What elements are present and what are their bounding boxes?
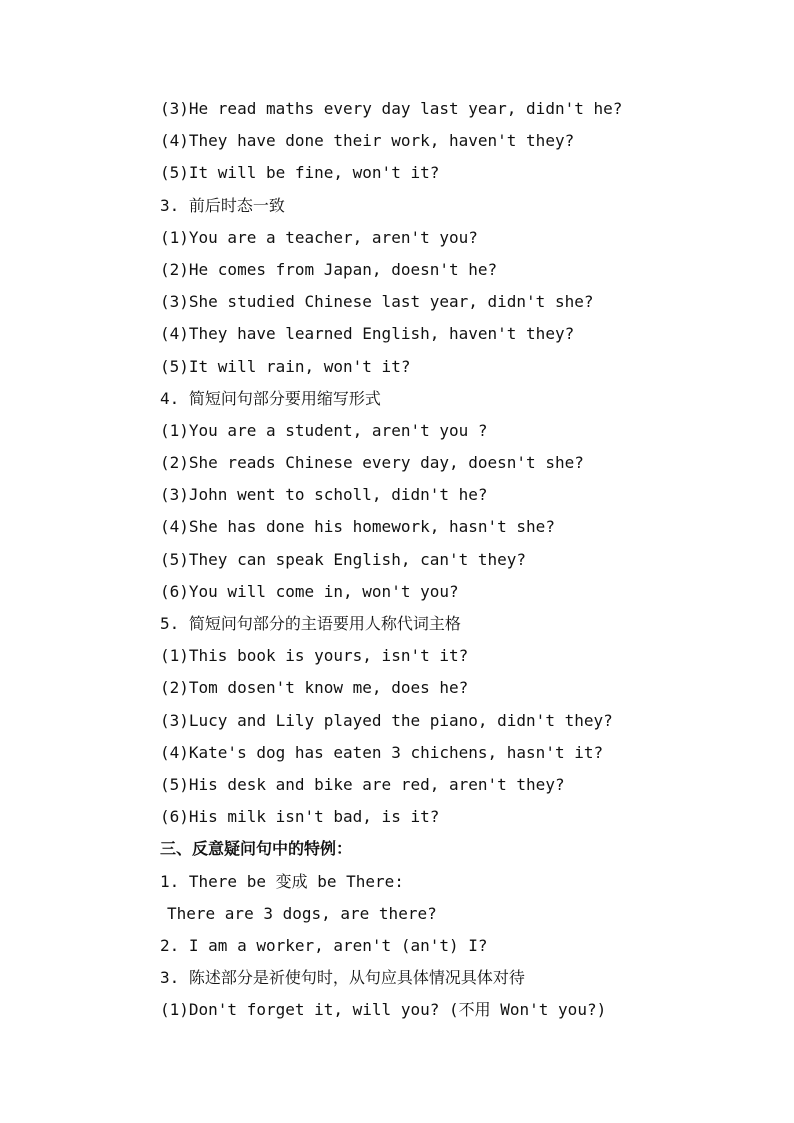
text-line: (3)Lucy and Lily played the piano, didn't they? [160,710,613,730]
text-line: (3)She studied Chinese last year, didn't she? [160,292,594,312]
text-line: (2)She reads Chinese every day, doesn't she? [160,453,584,473]
text-line: (5)It will rain, won't it? [160,356,411,376]
text-line: (6)You will come in, won't you? [160,581,459,601]
text-line: (1)This book is yours, isn't it? [160,646,469,666]
text-line: (2)He comes from Japan, doesn't he? [160,259,498,279]
text-line: (4)She has done his homework, hasn't she? [160,517,555,537]
text-line: (4)They have learned English, haven't they? [160,324,575,344]
text-line: (5)They can speak English, can't they? [160,549,527,569]
text-line: (2)Tom dosen't know me, does he? [160,678,469,698]
section-heading: 4. 简短问句部分要用缩写形式 [160,388,381,408]
text-line: (1)Don't forget it, will you? (不用 Won't you?) [160,1000,607,1020]
section-heading: 5. 简短问句部分的主语要用人称代词主格 [160,614,461,633]
text-line: (5)His desk and bike are red, aren't they? [160,774,565,794]
example-line: There are 3 dogs, are there? [167,903,437,923]
text-line: (4)They have done their work, haven't they? [160,131,575,151]
text-line: (6)His milk isn't bad, is it? [160,807,440,827]
section-heading: 3. 陈述部分是祈使句时，从句应具体情况具体对待 [160,968,525,988]
text-line: (4)Kate's dog has eaten 3 chichens, hasn't it? [160,742,604,762]
text-line: (1)You are a student, aren't you ? [160,420,488,440]
section-heading: 3. 前后时态一致 [160,195,285,215]
chapter-heading: 三、反意疑问句中的特例： [160,839,353,859]
text-line: (3)He read maths every day last year, didn't he? [160,99,623,118]
text-line: (5)It will be fine, won't it? [160,163,440,183]
text-line: (1)You are a teacher, aren't you? [160,227,478,247]
text-line: 2. I am a worker, aren't (an't) I? [160,935,488,955]
text-line: (3)John went to scholl, didn't he? [160,485,488,505]
document-body [160,93,760,1026]
text-line: 1. There be 变成 be There: [160,871,404,891]
